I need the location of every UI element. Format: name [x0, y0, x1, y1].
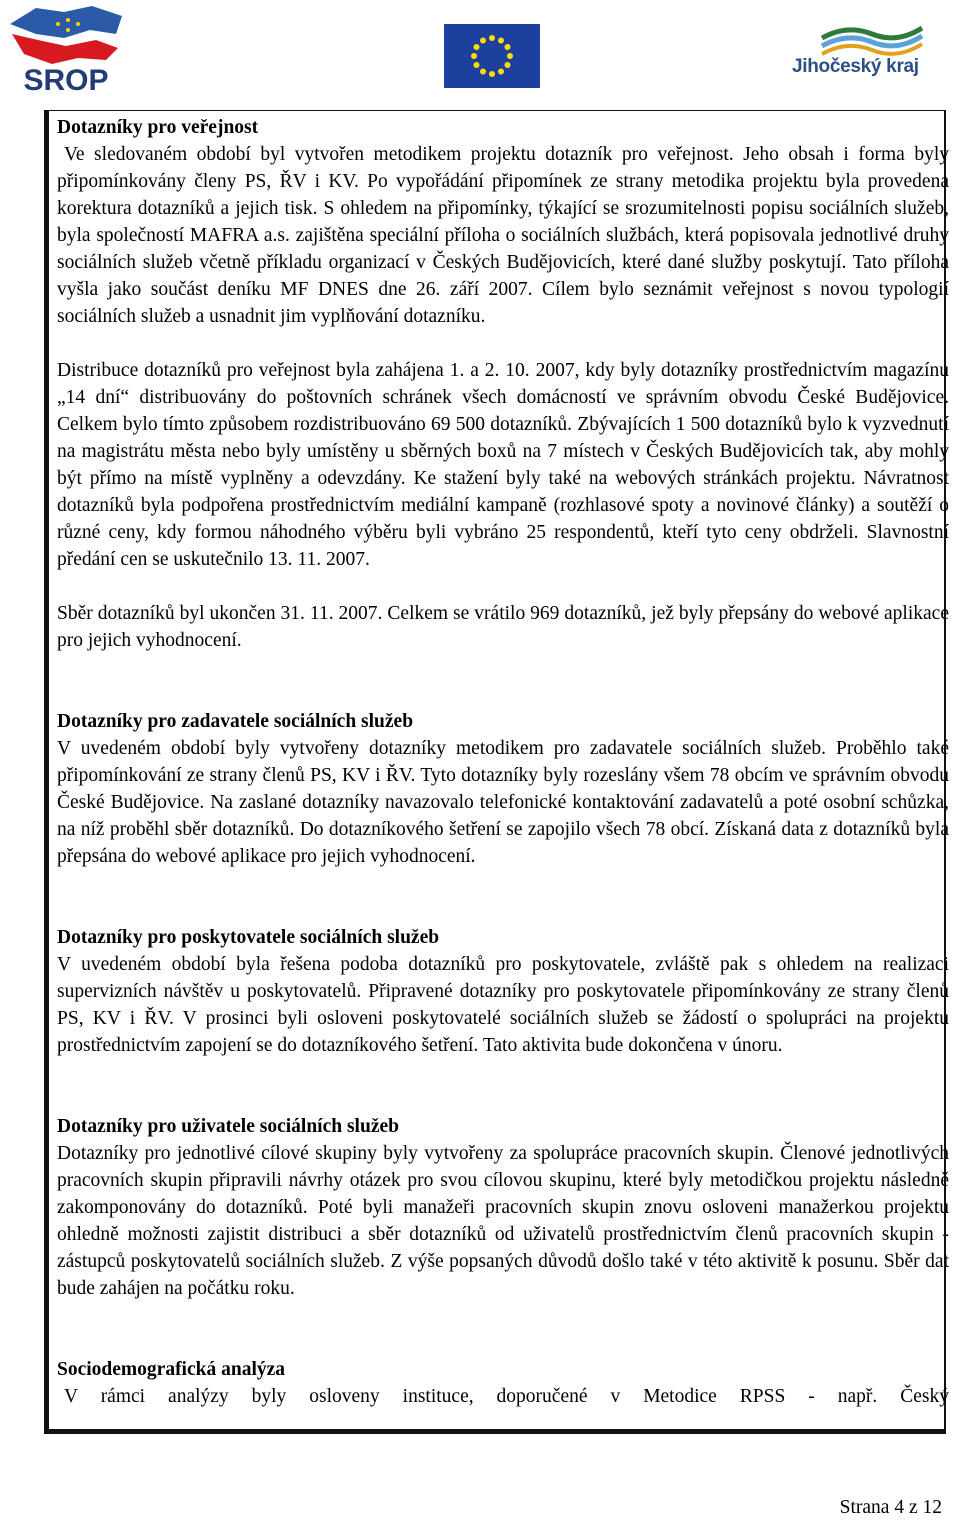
paragraph: Sběr dotazníků byl ukončen 31. 11. 2007. Celkem se vrátilo 969 dotazníků, jež byly přepsány do webové aplikace pro jejich vyhodnocení.: [57, 603, 949, 651]
section-heading: Dotazníky pro poskytovatele sociálních služeb: [57, 927, 440, 948]
jihocesky-kraj-logo: [792, 20, 942, 90]
section-heading: Sociodemografická analýza: [57, 1359, 286, 1380]
eu-stars: [444, 24, 540, 88]
srop-logo: [6, 4, 134, 96]
paragraph: V rámci analýzy byly osloveny instituce, doporučené v Metodice RPSS - např. Český: [64, 1386, 949, 1407]
section-heading: Dotazníky pro veřejnost: [57, 117, 259, 138]
region-logo-text: Jihočeský kraj: [792, 56, 919, 77]
srop-logo-graphic: [6, 4, 134, 96]
paragraph: Ve sledovaném období byl vytvořen metodikem projektu dotazník pro veřejnost. Jeho obsah i forma byly připomínkovány členy PS, ŘV i KV. Po vypořádání připomínek ze strany metodika projektu byla provedena korektura dotazníků a jejich tisk. S ohledem na připomínky, týkající se srozumitelnosti popisu sociálních služeb, byla společností MAFRA a.s. zajištěna speciální příloha o sociálních službách, která popisovala jednotlivé druhy sociálních služeb včetně příkladu organizací v Českých Budějovicích, které dané služby poskytují. Tato příloha vyšla jako součást deníku MF DNES dne 26. září 2007. Cílem bylo seznámit veřejnost s novou typologií sociálních služeb a usnadnit jim vyplňování dotazníku.: [57, 144, 949, 327]
eu-flag-icon: [444, 24, 540, 88]
section-heading: Dotazníky pro zadavatele sociálních služeb: [57, 711, 414, 732]
paragraph: V uvedeném období byla řešena podoba dotazníků pro poskytovatele, zvláště pak s ohledem na realizaci supervizních návštěv u poskytovatelů. Připravené dotazníky pro poskytovatele připomínkovány ze strany členů PS, KV i ŘV. V prosinci byli osloveni poskytovatelé sociálních služeb se žádostí o spolupráci na projektu prostřednictvím zapojení se do dotazníkového šetření. Tato aktivita bude dokončena v únoru.: [57, 954, 949, 1056]
page-number: Strana 4 z 12: [839, 1497, 942, 1518]
paragraph: Dotazníky pro jednotlivé cílové skupiny byly vytvořeny za spolupráce pracovních skupin. Členové jednotlivých pracovních skupin připravili návrhy otázek pro svou cílovou skupinu, které byly metodičkou projektu následně zakomponovány do dotazníků. Poté byli manažeři pracovních skupin znovu osloveni manažerkou projektu ohledně možnosti zajistit distribuci a sběr dotazníků od uživatelů prostřednictvím členů pracovních skupin - zástupců poskytovatelů sociálních služeb. Z výše popsaných důvodů došlo také v této aktivitě k posunu. Sběr dat bude zahájen na počátku roku.: [57, 1143, 949, 1299]
paragraph: V uvedeném období byly vytvořeny dotazníky metodikem pro zadavatele sociálních služeb. Proběhlo také připomínkování ze strany členů PS, KV i ŘV. Tyto dotazníky byly rozeslány všem 78 obcím ve správním obvodu České Budějovice. Na zaslané dotazníky navazovalo telefonické kontaktování zadavatelů a poté osobní schůzka, na níž proběhl sběr dotazníků. Do dotazníkového šetření se zapojilo všech 78 obcí. Získaná data z dotazníků byla přepsána do webové aplikace pro jejich vyhodnocení.: [57, 738, 949, 867]
srop-logo-text: SROP: [23, 64, 109, 96]
jk-waves: [792, 20, 942, 56]
document-body: [57, 114, 949, 1410]
paragraph: Distribuce dotazníků pro veřejnost byla zahájena 1. a 2. 10. 2007, kdy byly dotazníky prostřednictvím magazínu „14 dní“ distribuovány do poštovních schránek všech domácností ve správním obvodu České Budějovice. Celkem bylo tímto způsobem rozdistribuováno 69 500 dotazníků. Zbývajících 1 500 dotazníků bylo k vyzvednutí na magistrátu města nebo byly umístěny u sběrných boxů na 7 místech v Českých Budějovicích tak, aby mohly být přímo na místě vyplněny a odevzdány. Ke stažení byly také na webových stránkách projektu. Návratnost dotazníků byla podpořena prostřednictvím mediální kampaně (rozhlasové spoty a novinové články) a soutěží o různé ceny, kdy formou náhodného výběru byli vybráno 25 respondentů, kteří tyto ceny obdrželi. Slavnostní předání cen se uskutečnilo 13. 11. 2007.: [57, 360, 949, 570]
section-heading: Dotazníky pro uživatele sociálních služeb: [57, 1116, 399, 1137]
